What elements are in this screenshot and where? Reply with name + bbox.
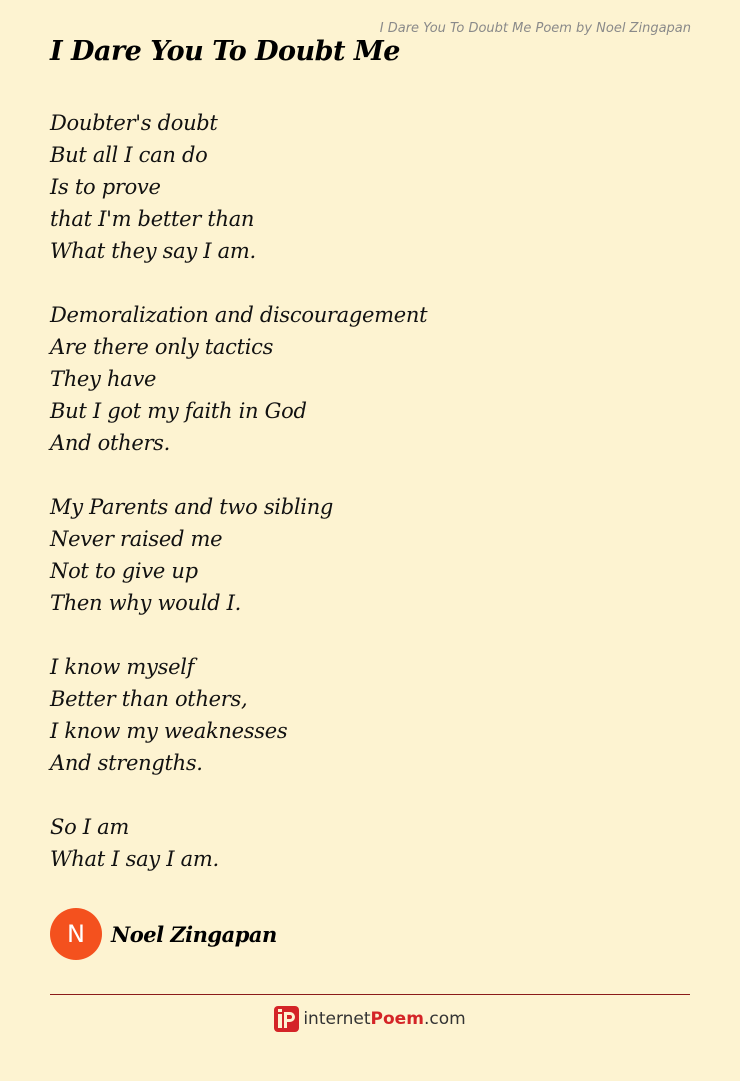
site-name-strong: Poem bbox=[370, 1009, 424, 1029]
poem-line: Demoralization and discouragement bbox=[50, 303, 428, 327]
poem-line: Are there only tactics bbox=[50, 335, 274, 359]
poem-line: What I say I am. bbox=[50, 847, 219, 871]
stanza-4 bbox=[50, 651, 690, 779]
poem-line: But I got my faith in God bbox=[50, 399, 307, 423]
poem-line: Never raised me bbox=[50, 527, 223, 551]
poem-line: And others. bbox=[50, 431, 171, 455]
poem-line: So I am bbox=[50, 815, 130, 839]
stanza-3 bbox=[50, 491, 690, 619]
poem-line: that I'm better than bbox=[50, 207, 255, 231]
poem-line: I know my weaknesses bbox=[50, 719, 288, 743]
author-name[interactable]: Noel Zingapan bbox=[111, 921, 277, 947]
poem-line: Doubter's doubt bbox=[50, 111, 218, 135]
poem-line: They have bbox=[50, 367, 157, 391]
site-name[interactable] bbox=[303, 1009, 465, 1029]
poem-body bbox=[50, 107, 690, 907]
stanza-1 bbox=[50, 107, 690, 267]
poem-line: Is to prove bbox=[50, 175, 161, 199]
header-credit: I Dare You To Doubt Me Poem by Noel Zingapan bbox=[379, 21, 691, 36]
poem-line: What they say I am. bbox=[50, 239, 256, 263]
site-name-suffix: .com bbox=[423, 1009, 466, 1029]
poem-line: Not to give up bbox=[50, 559, 198, 583]
site-footer[interactable] bbox=[0, 1006, 740, 1032]
poem-line: My Parents and two sibling bbox=[50, 495, 334, 519]
site-name-prefix: internet bbox=[303, 1009, 371, 1029]
author-avatar[interactable]: N bbox=[50, 908, 102, 960]
poem-line: Better than others, bbox=[50, 687, 248, 711]
internetpoem-logo-icon[interactable] bbox=[274, 1006, 299, 1032]
poem-line: Then why would I. bbox=[50, 591, 242, 615]
poem-line: But all I can do bbox=[50, 143, 208, 167]
author-row[interactable] bbox=[50, 908, 277, 960]
stanza-5 bbox=[50, 811, 690, 875]
stanza-2 bbox=[50, 299, 690, 459]
poem-title: I Dare You To Doubt Me bbox=[50, 36, 400, 67]
poem-line: And strengths. bbox=[50, 751, 203, 775]
poem-line: I know myself bbox=[50, 655, 195, 679]
footer-divider bbox=[50, 994, 690, 995]
